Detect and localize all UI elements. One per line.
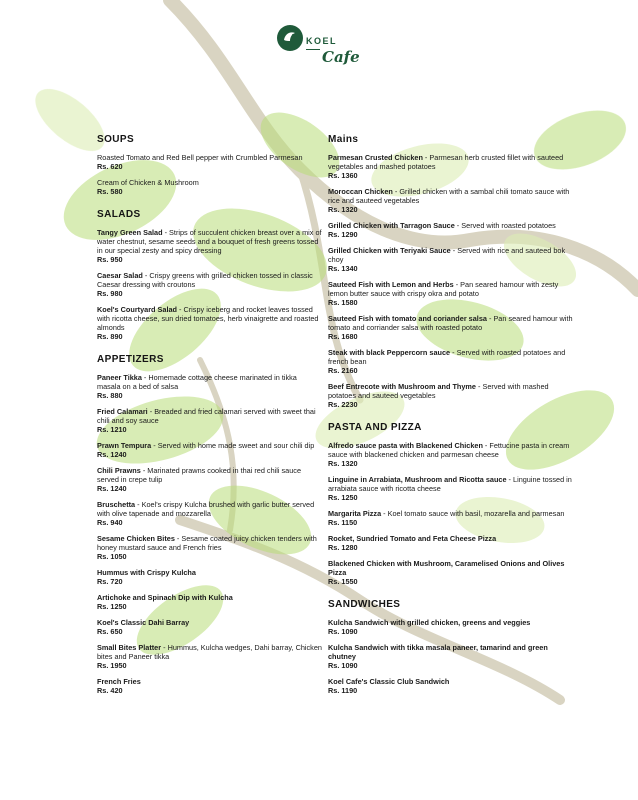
menu-item-name: Linguine in Arrabiata, Mushroom and Ricotta sauce [328,475,507,484]
menu-item-description: - Koel's crispy Kulcha brushed with garlic butter served with olive tapenade and mozzarella [97,500,315,518]
menu-item-description: - Hummus, Kulcha wedges, Dahi barray, Chicken bites and Paneer tikka [97,643,322,661]
menu-item [328,382,573,409]
menu-item-description: Cream of Chicken & Mushroom [97,178,199,187]
section-title: SALADS [97,209,141,220]
menu-item [328,618,573,636]
menu-item-price: Rs. 880 [97,391,123,400]
menu-section-appetizers [97,354,322,695]
menu-item-description: - Homemade cottage cheese marinated in tikka masala on a bed of salsa [97,373,297,391]
menu-item-description: - Sesame coated juicy chicken tenders with honey mustard sauce and French fries [97,534,317,552]
menu-item-name: Grilled Chicken with Teriyaki Sauce [328,246,451,255]
menu-item-price: Rs. 1050 [97,552,127,561]
menu-item-description: - Crispy greens with grilled chicken tossed in classic Caesar dressing with croutons [97,271,313,289]
menu-item-price: Rs. 1680 [328,332,358,341]
menu-item-name: Rocket, Sundried Tomato and Feta Cheese Pizza [328,534,497,543]
menu-item [328,314,573,341]
menu-item [97,153,322,171]
menu-item [97,373,322,400]
menu-item-price: Rs. 980 [97,289,123,298]
menu-item-description: - Breaded and fried calamari served with sweet thai chili and soy sauce [97,407,316,425]
menu-item-description: - Strips of succulent chicken breast over a mix of water chestnut, sesame seeds and a bouquet of fresh greens tossed in our special zesty and spicy dressing [97,228,322,255]
brand-rule [306,49,320,50]
menu-item-name: Sauteed Fish with tomato and coriander salsa [328,314,487,323]
menu-item-name: Kulcha Sandwich with grilled chicken, greens and veggies [328,618,531,627]
menu-item-name: Artichoke and Spinach Dip with Kulcha [97,593,233,602]
menu-item [97,178,322,196]
menu-item [328,509,573,527]
menu-right-column [328,134,573,702]
brand-cafe: Cafe [322,48,360,66]
menu-left-column [97,134,322,702]
menu-item-price: Rs. 1250 [328,493,358,502]
menu-item-description: - Served with rice and sauteed bok choy [328,246,566,264]
menu-item-description: - Served with roasted potatoes and french bean [328,348,566,366]
menu-section-salads [97,209,322,341]
section-title: APPETIZERS [97,354,164,365]
menu-item-price: Rs. 1550 [328,577,358,586]
menu-item-name: Fried Calamari [97,407,148,416]
menu-item [97,568,322,586]
menu-item [97,534,322,561]
menu-item-name: Small Bites Platter [97,643,162,652]
koel-cafe-logo [276,22,366,72]
menu-item-name: Koel's Courtyard Salad [97,305,177,314]
menu-item [97,500,322,527]
section-title: SANDWICHES [328,599,401,610]
menu-item-price: Rs. 580 [97,187,123,196]
menu-item-name: Prawn Tempura [97,441,152,450]
menu-item [97,593,322,611]
menu-item-name: Parmesan Crusted Chicken [328,153,423,162]
menu-item-name: Grilled Chicken with Tarragon Sauce [328,221,455,230]
brand-koel: KOEL [306,36,338,46]
menu-item-name: Caesar Salad [97,271,143,280]
menu-item-price: Rs. 1320 [328,205,358,214]
menu-item-name: Kulcha Sandwich with tikka masala paneer, tamarind and green chutney [328,643,548,661]
menu-item-price: Rs. 2160 [328,366,358,375]
menu-item [328,441,573,468]
menu-item-description: - Served with home made sweet and sour chili dip [151,441,315,450]
menu-item-price: Rs. 650 [97,627,123,636]
menu-item-name: Blackened Chicken with Mushroom, Caramelised Onions and Olives Pizza [328,559,565,577]
menu-item-description: - Pan seared hamour with tomato and corriander salsa with roasted potato [328,314,573,332]
menu-item-name: Koel Cafe's Classic Club Sandwich [328,677,450,686]
menu-item-description: - Koel tomato sauce with basil, mozarella and parmesan [381,509,565,518]
menu-item-name: Steak with black Peppercorn sauce [328,348,451,357]
menu-section-pasta-and-pizza [328,422,573,586]
menu-item-name: Moroccan Chicken [328,187,393,196]
menu-item-description: - Served with roasted potatoes [454,221,556,230]
menu-item [328,348,573,375]
menu-item-name: Sauteed Fish with Lemon and Herbs [328,280,454,289]
menu-item-name: Alfredo sauce pasta with Blackened Chicken [328,441,483,450]
menu-item-name: Margarita Pizza [328,509,382,518]
menu-item-name: Sesame Chicken Bites [97,534,175,543]
menu-item-description: - Grilled chicken with a sambal chili tomato sauce with rice and sauteed vegetables [328,187,570,205]
menu-item [328,153,573,180]
menu-item [328,280,573,307]
menu-item [328,677,573,695]
menu-item-price: Rs. 1340 [328,264,358,273]
menu-item-description: - Parmesan herb crusted fillet with sauteed vegetables and mashed potatoes [328,153,564,171]
menu-item [97,677,322,695]
menu-item-name: Paneer Tikka [97,373,142,382]
menu-item-price: Rs. 1240 [97,484,127,493]
menu-item-price: Rs. 720 [97,577,123,586]
menu-item [97,271,322,298]
menu-item-name: Chili Prawns [97,466,141,475]
menu-item-price: Rs. 1210 [97,425,127,434]
menu-item-description: - Served with mashed potatoes and sauteed vegetables [328,382,549,400]
menu-item [97,643,322,670]
menu-item-price: Rs. 1240 [97,450,127,459]
menu-item-description: - Fettucine pasta in cream sauce with blackened chicken and parmesan cheese [328,441,570,459]
menu-item-description: - Linguine tossed in arrabiata sauce with ricotta cheese [328,475,572,493]
menu-item-price: Rs. 2230 [328,400,358,409]
menu-item [97,305,322,341]
menu-item [97,466,322,493]
menu-item-price: Rs. 1580 [328,298,358,307]
menu-item [328,475,573,502]
menu-section-soups [97,134,322,196]
koel-bird-logo-icon [276,24,304,52]
section-title: Mains [328,134,359,145]
menu-item [328,221,573,239]
menu-item [328,559,573,586]
menu-item-price: Rs. 1290 [328,230,358,239]
menu-item-name: Koel's Classic Dahi Barray [97,618,190,627]
menu-item-price: Rs. 950 [97,255,123,264]
menu-item-price: Rs. 1150 [328,518,358,527]
menu-item-price: Rs. 1090 [328,661,358,670]
section-title: PASTA AND PIZZA [328,422,422,433]
section-title: SOUPS [97,134,135,145]
menu-item-price: Rs. 420 [97,686,123,695]
menu-item-description: - Crispy iceberg and rocket leaves tossed with ricotta cheese, sun dried tomatoes, herb vinaigrette and roasted almonds [97,305,319,332]
menu-item [97,407,322,434]
menu-item-description: Roasted Tomato and Red Bell pepper with Crumbled Parmesan [97,153,303,162]
menu-item [328,246,573,273]
menu-item-name: French Fries [97,677,141,686]
menu-item-name: Bruschetta [97,500,136,509]
menu-item-price: Rs. 1190 [328,686,358,695]
menu-item-name: Tangy Green Salad [97,228,163,237]
menu-section-sandwiches [328,599,573,695]
menu-item-price: Rs. 1360 [328,171,358,180]
menu-item-description: - Marinated prawns cooked in thai red chili sauce served in crepe tulip [97,466,302,484]
menu-item [97,228,322,264]
menu-item-name: Beef Entrecote with Mushroom and Thyme [328,382,476,391]
menu-item [328,643,573,670]
menu-item-price: Rs. 1280 [328,543,358,552]
menu-item [328,187,573,214]
menu-item-name: Hummus with Crispy Kulcha [97,568,196,577]
menu-item-price: Rs. 890 [97,332,123,341]
menu-item [97,441,322,459]
menu-section-mains [328,134,573,409]
menu-item [328,534,573,552]
menu-item-price: Rs. 1950 [97,661,127,670]
menu-item-description: - Pan seared hamour with zesty lemon butter sauce with crispy okra and potato [328,280,559,298]
menu-item-price: Rs. 940 [97,518,123,527]
menu-item-price: Rs. 1090 [328,627,358,636]
menu-item-price: Rs. 1320 [328,459,358,468]
menu-item-price: Rs. 620 [97,162,123,171]
menu-item-price: Rs. 1250 [97,602,127,611]
menu-item [97,618,322,636]
